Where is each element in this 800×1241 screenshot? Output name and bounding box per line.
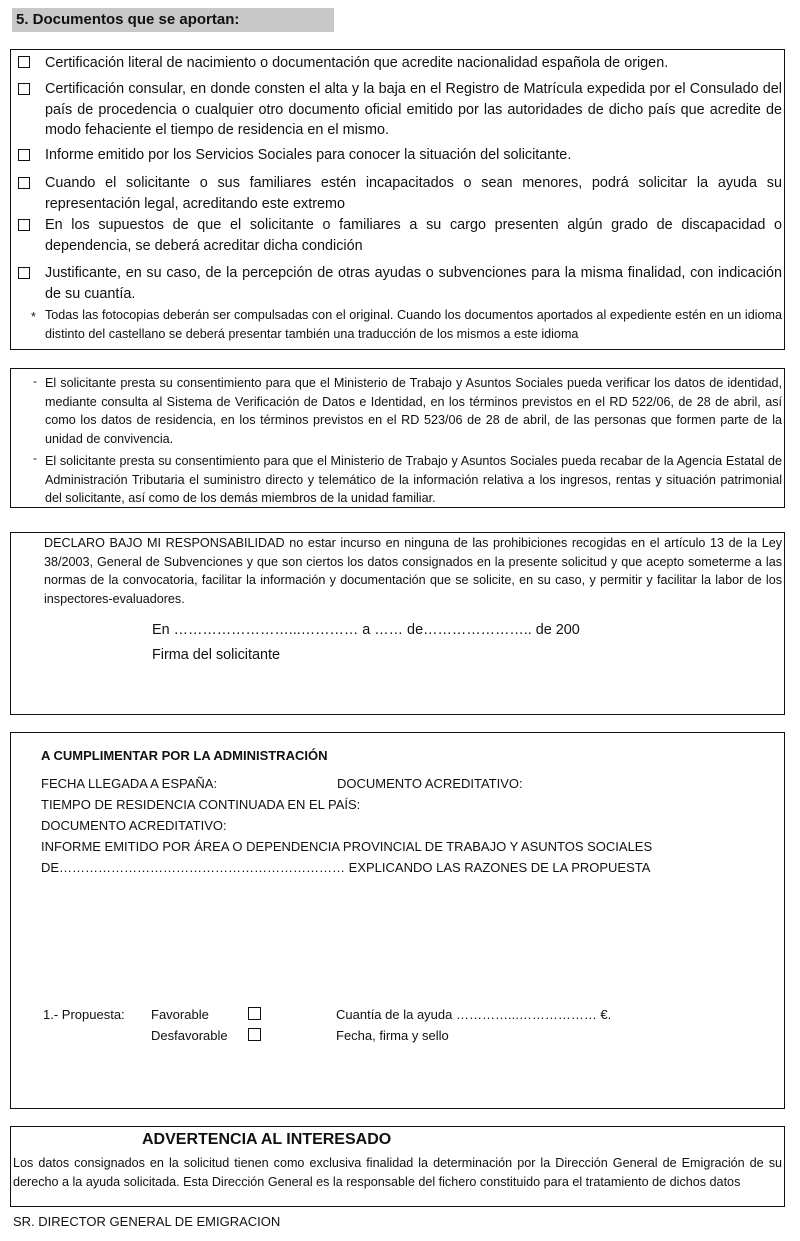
consent-tax-text: El solicitante presta su consentimiento para que el Ministerio de Trabajo y Asuntos Sociales pueda recabar de la Agencia Estatal de Administración Tributaria el suministro directo y telemático de la información relativa a los ingresos, rentas y situación patrimonial del solicitante, así como de los demás miembros de la unidad familiar. <box>45 454 782 505</box>
document-item-4: Cuando el solicitante o sus familiares estén incapacitados o sean menores, podrá solicitar la ayuda su representación legal, acreditando este extremo <box>45 175 782 212</box>
documents-box <box>10 49 785 350</box>
document-item-5: En los supuestos de que el solicitante o familiares a su cargo presenten algún grado de discapacidad o dependencia, se deberá acreditar dicha condición <box>45 217 782 254</box>
photocopy-note: Todas las fotocopias deberán ser compulsadas con el original. Cuando los documentos aportados al expediente estén en un idioma distinto del castellano se deberá presentar también una traducción de los mismos a este idioma <box>45 308 782 341</box>
supporting-document-label-1: DOCUMENTO ACREDITATIVO: <box>337 776 523 791</box>
consent-box <box>10 368 785 508</box>
warning-text: Los datos consignados en la solicitud tienen como exclusiva finalidad la determinación por la Dirección General de Emigración de su derecho a la ayuda solicitada. Esta Dirección General es la responsable del fichero constituido para el tratamiento de dichos datos <box>13 1156 782 1189</box>
document-checkbox-1[interactable] <box>18 56 30 68</box>
proposal-label: 1.- Propuesta: <box>43 1007 125 1022</box>
unfavorable-label: Desfavorable <box>151 1028 228 1043</box>
recipient-line: SR. DIRECTOR GENERAL DE EMIGRACION <box>13 1214 281 1229</box>
document-item-6: Justificante, en su caso, de la percepción de otras ayudas o subvenciones para la misma finalidad, con indicación de su cuantía. <box>45 265 782 302</box>
document-checkbox-6[interactable] <box>18 267 30 279</box>
report-line-1: INFORME EMITIDO POR ÁREA O DEPENDENCIA PROVINCIAL DE TRABAJO Y ASUNTOS SOCIALES <box>41 839 653 854</box>
arrival-date-label: FECHA LLEGADA A ESPAÑA: <box>41 776 218 791</box>
document-checkbox-2[interactable] <box>18 83 30 95</box>
section-title: 5. Documentos que se aportan: <box>12 8 334 32</box>
declaration-text: DECLARO BAJO MI RESPONSABILIDAD no estar incurso en ninguna de las prohibiciones recogidas en el artículo 13 de la Ley 38/2003, General de Subvenciones y que son ciertos los datos consignados en la presente solicitud y que acepto someterme a las normas de la convocatoria, facilitar la información y documentación que se solicite, en su caso, y permitir y facilitar la labor de los inspectores-evaluadores. <box>44 536 782 606</box>
place-date-line: En ……………………...………… a …… de………………….. de 200 <box>152 622 580 638</box>
favorable-checkbox[interactable] <box>248 1007 261 1020</box>
warning-title: ADVERTENCIA AL INTERESADO <box>142 1131 392 1148</box>
favorable-label: Favorable <box>151 1007 209 1022</box>
residence-time-label: TIEMPO DE RESIDENCIA CONTINUADA EN EL PAÍS: <box>41 797 361 812</box>
applicant-signature-label: Firma del solicitante <box>152 647 280 663</box>
aid-amount-label: Cuantía de la ayuda …………...……………… €. <box>336 1007 612 1022</box>
report-line-2: DE………………………………………………………… EXPLICANDO LAS RAZONES DE LA PROPUESTA <box>41 860 651 875</box>
consent-identity-text: El solicitante presta su consentimiento para que el Ministerio de Trabajo y Asuntos Sociales pueda verificar los datos de identidad, mediante consulta al Sistema de Verificación de Datos e Identidad, en los términos previstos en el RD 522/06, de 28 de abril, así como los datos de residencia, en los términos previstos en el RD 523/06 de 28 de abril, de las personas que formen parte de la unidad de convivencia. <box>45 376 782 446</box>
administration-box <box>10 732 785 1109</box>
document-checkbox-5[interactable] <box>18 219 30 231</box>
supporting-document-label-2: DOCUMENTO ACREDITATIVO: <box>41 818 227 833</box>
document-item-2: Certificación consular, en donde consten el alta y la baja en el Registro de Matrícula expedida por el Consulado del país de procedencia o cualquier otro documento oficial emitido por las autoridades de dicho país que acredite de modo fehaciente el tiempo de residencia en el mismo. <box>45 81 782 138</box>
document-checkbox-3[interactable] <box>18 149 30 161</box>
consent-bullet-1: - <box>33 374 37 388</box>
consent-bullet-2: - <box>33 451 37 465</box>
declaration-box <box>10 532 785 715</box>
warning-box <box>10 1126 785 1207</box>
administration-title: A CUMPLIMENTAR POR LA ADMINISTRACIÓN <box>41 748 328 763</box>
document-checkbox-4[interactable] <box>18 177 30 189</box>
document-item-1: Certificación literal de nacimiento o documentación que acredite nacionalidad española de origen. <box>45 55 669 71</box>
note-asterisk: * <box>31 310 36 324</box>
unfavorable-checkbox[interactable] <box>248 1028 261 1041</box>
document-item-3: Informe emitido por los Servicios Sociales para conocer la situación del solicitante. <box>45 147 572 163</box>
date-signature-seal-label: Fecha, firma y sello <box>336 1028 449 1043</box>
